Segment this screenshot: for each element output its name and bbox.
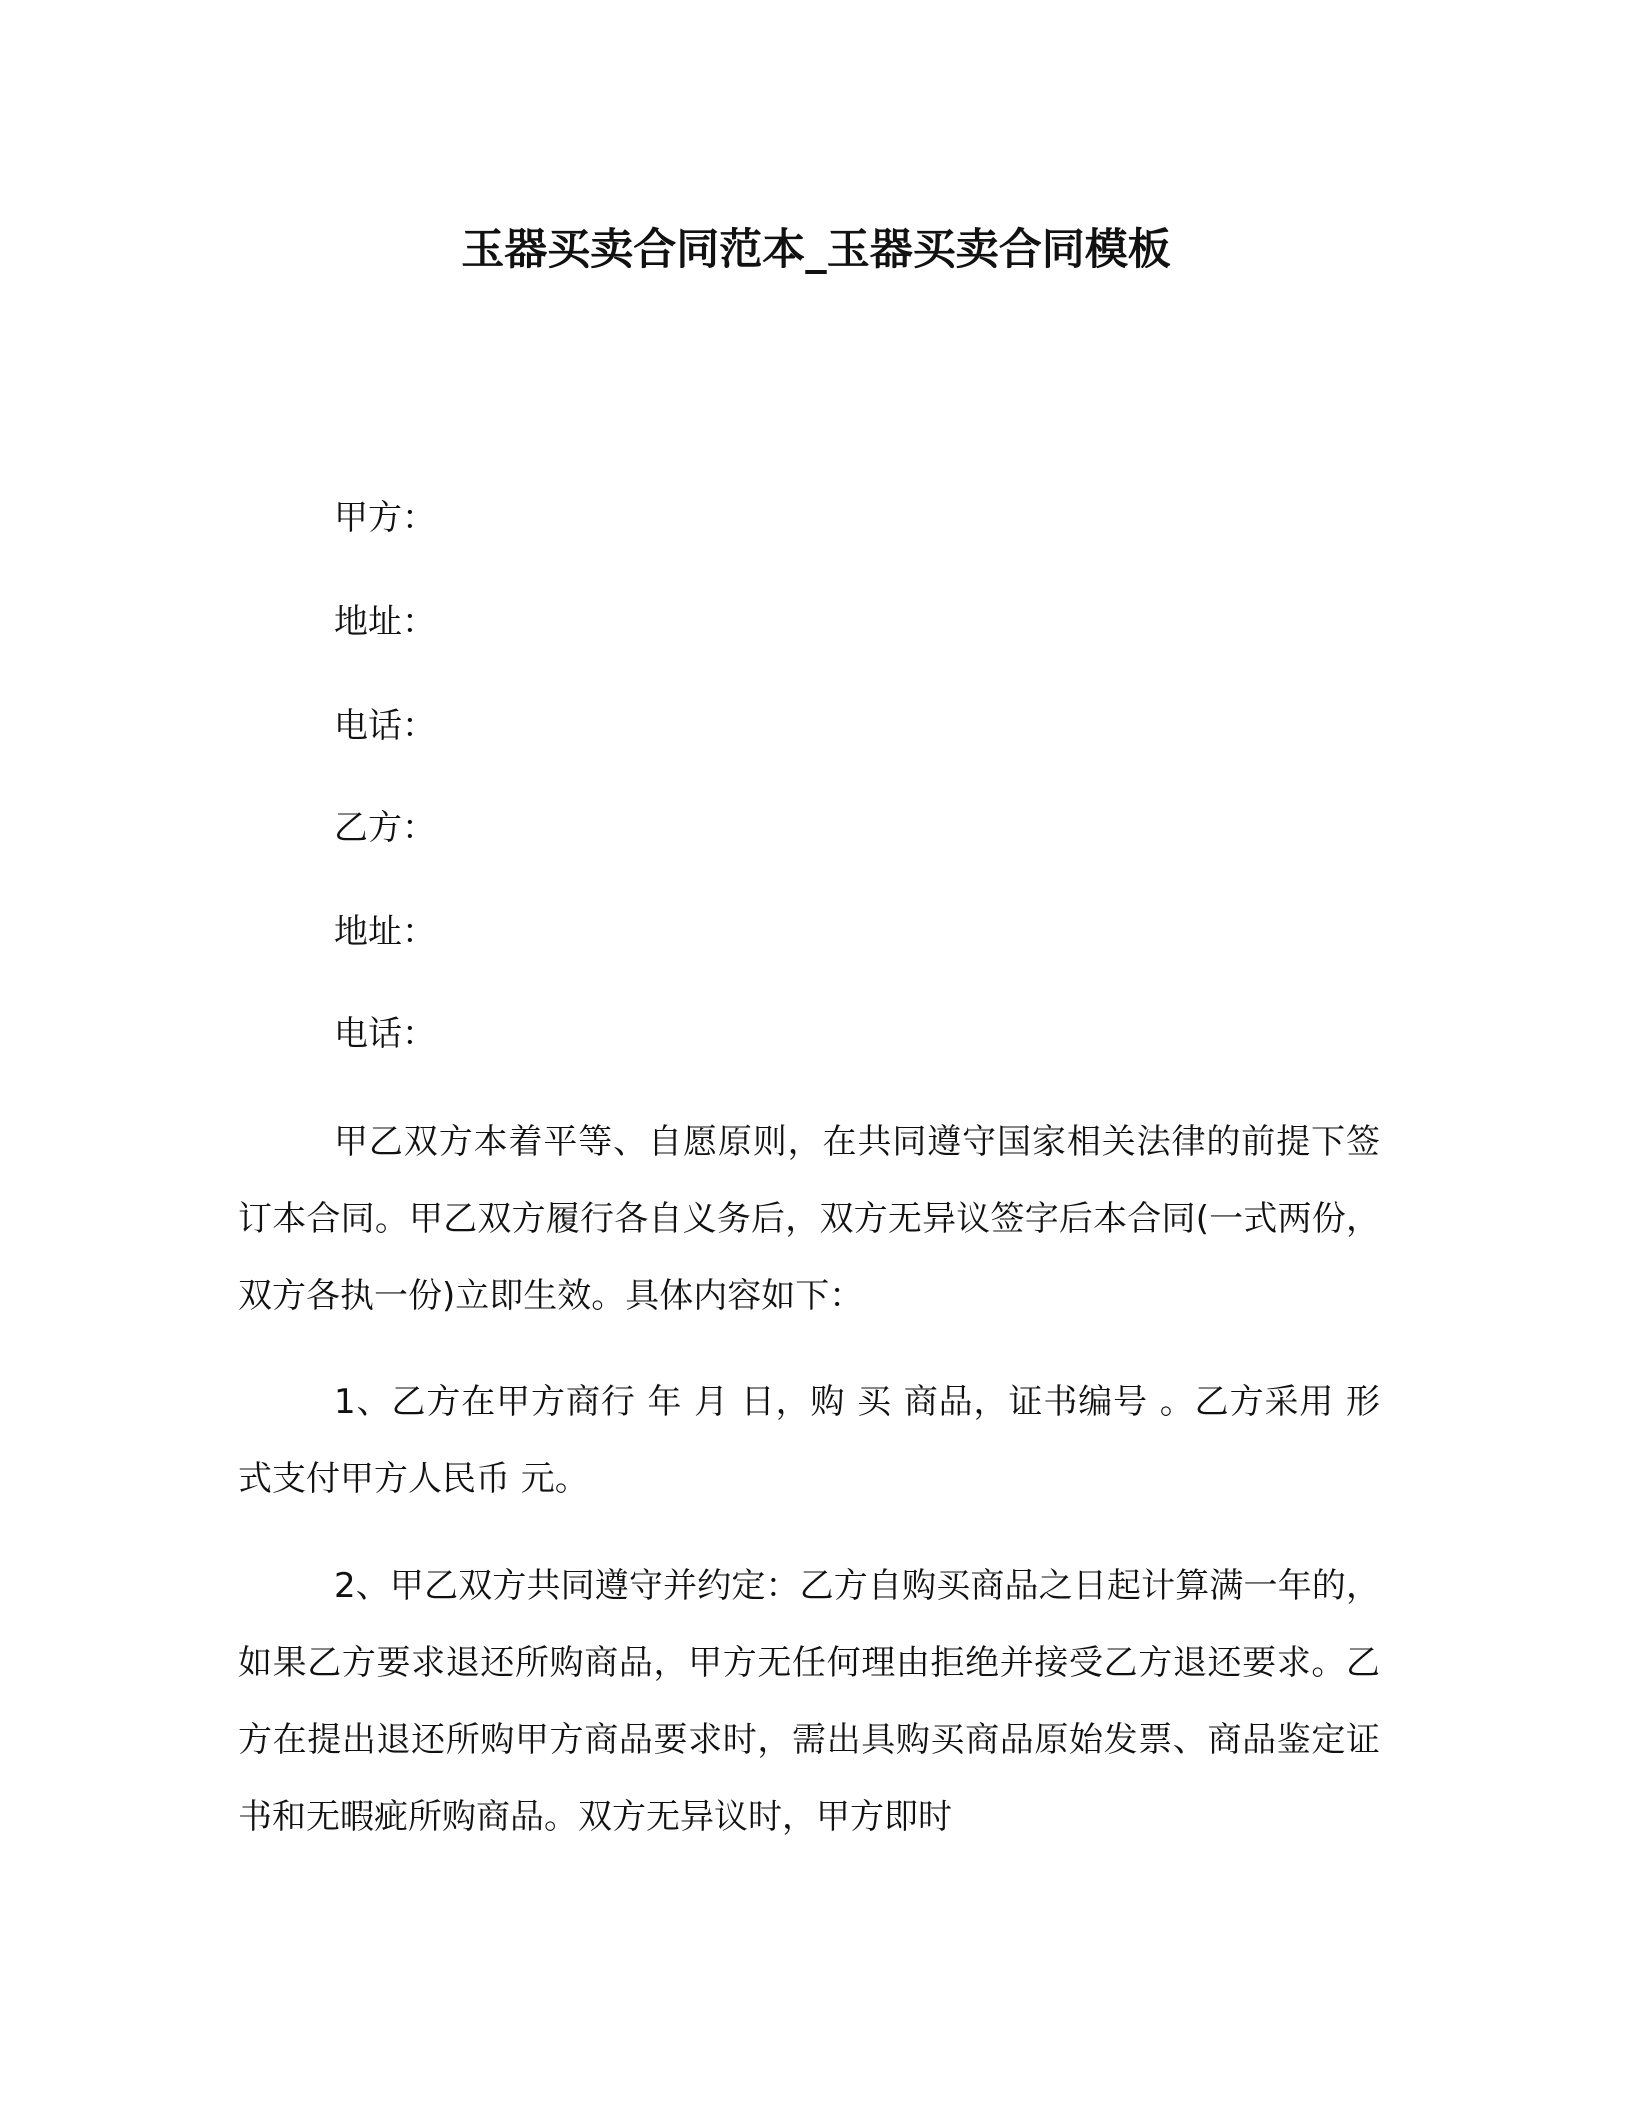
party-b-address-label: 地址： [334, 912, 436, 952]
clause-2-paragraph: 2、甲乙双方共同遵守并约定：乙方自购买商品之日起计算满一年的，如果乙方要求退还所购商品，甲方无任何理由拒绝并接受乙方退还要求。乙方在提出退还所购甲方商品要求时，需出具购买商品原始发票、商品鉴定证书和无暇疵所购商品。双方无异议时，甲方即时 [238, 1566, 1380, 1837]
party-a-phone-label: 电话： [334, 706, 436, 746]
party-a-address-label: 地址： [334, 602, 436, 642]
intro-paragraph: 甲乙双方本着平等、自愿原则，在共同遵守国家相关法律的前提下签订本合同。甲乙双方履行各自义务后，双方无异议签字后本合同(一式两份，双方各执一份)立即生效。具体内容如下： [238, 1122, 1380, 1316]
party-b-phone-label: 电话： [334, 1014, 436, 1054]
party-a-name-label: 甲方： [334, 498, 436, 538]
document-title: 玉器买卖合同范本_玉器买卖合同模板 [461, 225, 1171, 275]
clause-1-paragraph: 1、乙方在甲方商行 年 月 日，购 买 商品，证书编号 。乙方采用 形式支付甲方人民币 元。 [238, 1382, 1380, 1499]
party-b-name-label: 乙方： [334, 808, 436, 848]
